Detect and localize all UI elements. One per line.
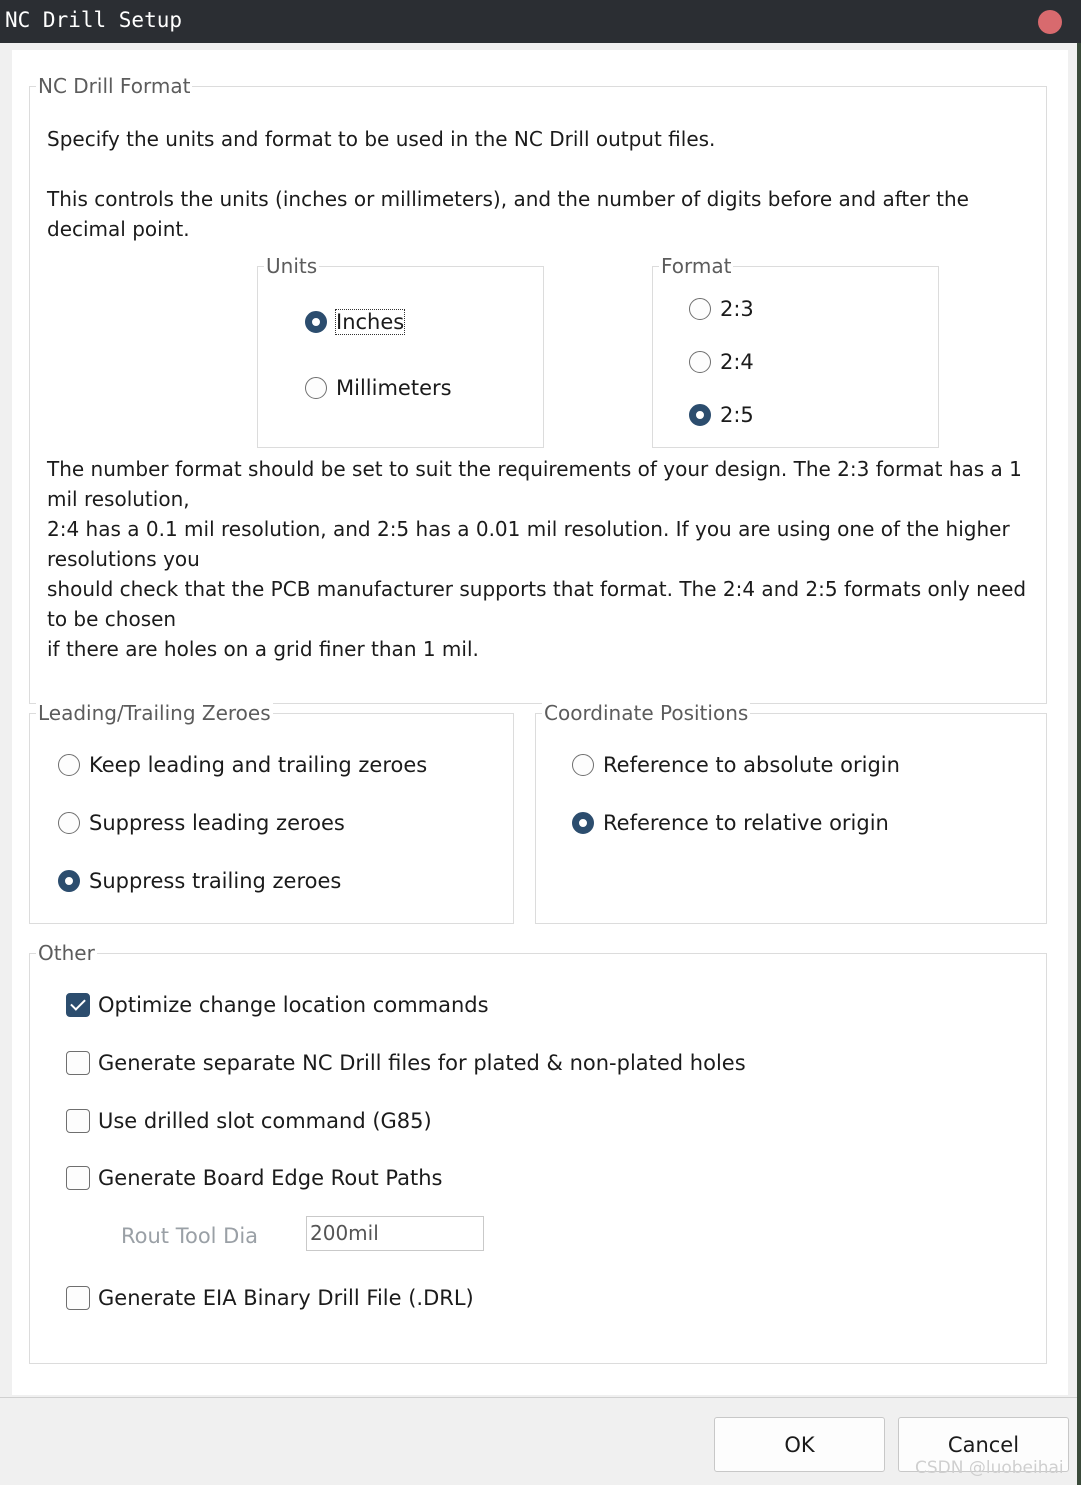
optimize-location-checkbox[interactable] — [66, 990, 489, 1020]
radio-indicator — [305, 377, 327, 399]
checkbox-indicator — [66, 1051, 90, 1075]
inches-label: Inches — [336, 310, 405, 334]
nc-drill-format-group — [29, 74, 1047, 704]
format-note-line-2: mil resolution, — [47, 487, 190, 511]
format-note-line-3: 2:4 has a 0.1 mil resolution, and 2:5 has a 0.01 mil resolution. If you are using one of the higher — [47, 517, 1010, 541]
checkbox-indicator — [66, 993, 90, 1017]
title-bar — [0, 0, 1081, 43]
rout-tool-dia-label: Rout Tool Dia — [121, 1224, 259, 1248]
format-2-3-radio[interactable] — [689, 294, 754, 324]
keep-zeroes-label: Keep leading and trailing zeroes — [89, 753, 428, 777]
units-group — [257, 254, 544, 448]
radio-indicator — [689, 351, 711, 373]
units-legend: Units — [266, 254, 318, 278]
format-note-line-7: if there are holes on a grid finer than 1 mil. — [47, 637, 479, 661]
radio-indicator — [58, 870, 80, 892]
millimeters-radio[interactable] — [305, 373, 452, 403]
format-note-line-4: resolutions you — [47, 547, 200, 571]
format-2-3-label: 2:3 — [720, 297, 754, 321]
board-edge-rout-checkbox[interactable] — [66, 1163, 442, 1193]
coordinate-group — [535, 701, 1047, 924]
radio-indicator — [572, 754, 594, 776]
suppress-trailing-radio[interactable] — [58, 866, 341, 896]
intro-text-2a: This controls the units (inches or millimeters), and the number of digits before and after the — [47, 187, 969, 211]
dialog-body — [0, 43, 1081, 1485]
checkbox-indicator — [66, 1109, 90, 1133]
checkbox-indicator — [66, 1286, 90, 1310]
radio-indicator — [58, 812, 80, 834]
radio-indicator — [689, 298, 711, 320]
separate-files-checkbox[interactable] — [66, 1048, 746, 1078]
millimeters-label: Millimeters — [336, 376, 452, 400]
relative-origin-label: Reference to relative origin — [603, 811, 889, 835]
ok-button[interactable]: OK — [714, 1417, 885, 1472]
settings-panel — [12, 50, 1068, 1395]
drilled-slot-label: Use drilled slot command (G85) — [98, 1109, 432, 1133]
watermark: CSDN @luobeihai — [915, 1458, 1064, 1478]
other-legend: Other — [38, 941, 95, 965]
nc-drill-format-legend: NC Drill Format — [38, 74, 191, 98]
other-group — [29, 941, 1047, 1364]
format-group — [652, 254, 939, 448]
format-note-line-1: The number format should be set to suit the requirements of your design. The 2:3 format has a 1 — [47, 457, 1022, 481]
zeroes-group — [29, 701, 514, 924]
suppress-trailing-label: Suppress trailing zeroes — [89, 869, 342, 893]
format-note-line-5: should check that the PCB manufacturer supports that format. The 2:4 and 2:5 formats only need — [47, 577, 1027, 601]
intro-text-2b: decimal point. — [47, 217, 190, 241]
format-2-5-label: 2:5 — [720, 403, 754, 427]
keep-zeroes-radio[interactable] — [58, 750, 427, 780]
intro-text-1: Specify the units and format to be used in the NC Drill output files. — [47, 127, 716, 151]
drilled-slot-checkbox[interactable] — [66, 1106, 432, 1136]
zeroes-legend: Leading/Trailing Zeroes — [38, 701, 271, 725]
format-legend: Format — [661, 254, 732, 278]
separate-files-label: Generate separate NC Drill files for plated & non-plated holes — [98, 1051, 746, 1075]
eia-binary-label: Generate EIA Binary Drill File (.DRL) — [98, 1286, 474, 1310]
background-edge — [1077, 43, 1081, 1485]
format-2-4-label: 2:4 — [720, 350, 754, 374]
radio-indicator — [689, 404, 711, 426]
relative-origin-radio[interactable] — [572, 808, 889, 838]
absolute-origin-radio[interactable] — [572, 750, 900, 780]
inches-radio[interactable] — [305, 307, 404, 337]
radio-indicator — [58, 754, 80, 776]
eia-binary-checkbox[interactable] — [66, 1283, 474, 1313]
close-icon[interactable] — [1038, 10, 1062, 34]
cancel-button[interactable]: Cancel — [898, 1417, 1069, 1472]
button-divider — [0, 1397, 1081, 1398]
optimize-location-label: Optimize change location commands — [98, 993, 489, 1017]
checkbox-indicator — [66, 1166, 90, 1190]
suppress-leading-label: Suppress leading zeroes — [89, 811, 345, 835]
coordinate-legend: Coordinate Positions — [544, 701, 749, 725]
suppress-leading-radio[interactable] — [58, 808, 345, 838]
window-title: NC Drill Setup — [5, 8, 183, 32]
absolute-origin-label: Reference to absolute origin — [603, 753, 900, 777]
board-edge-rout-label: Generate Board Edge Rout Paths — [98, 1166, 443, 1190]
format-2-4-radio[interactable] — [689, 347, 754, 377]
format-note-line-6: to be chosen — [47, 607, 177, 631]
format-2-5-radio[interactable] — [689, 400, 754, 430]
radio-indicator — [305, 311, 327, 333]
rout-tool-dia-input[interactable]: 200mil — [306, 1216, 484, 1251]
radio-indicator — [572, 812, 594, 834]
